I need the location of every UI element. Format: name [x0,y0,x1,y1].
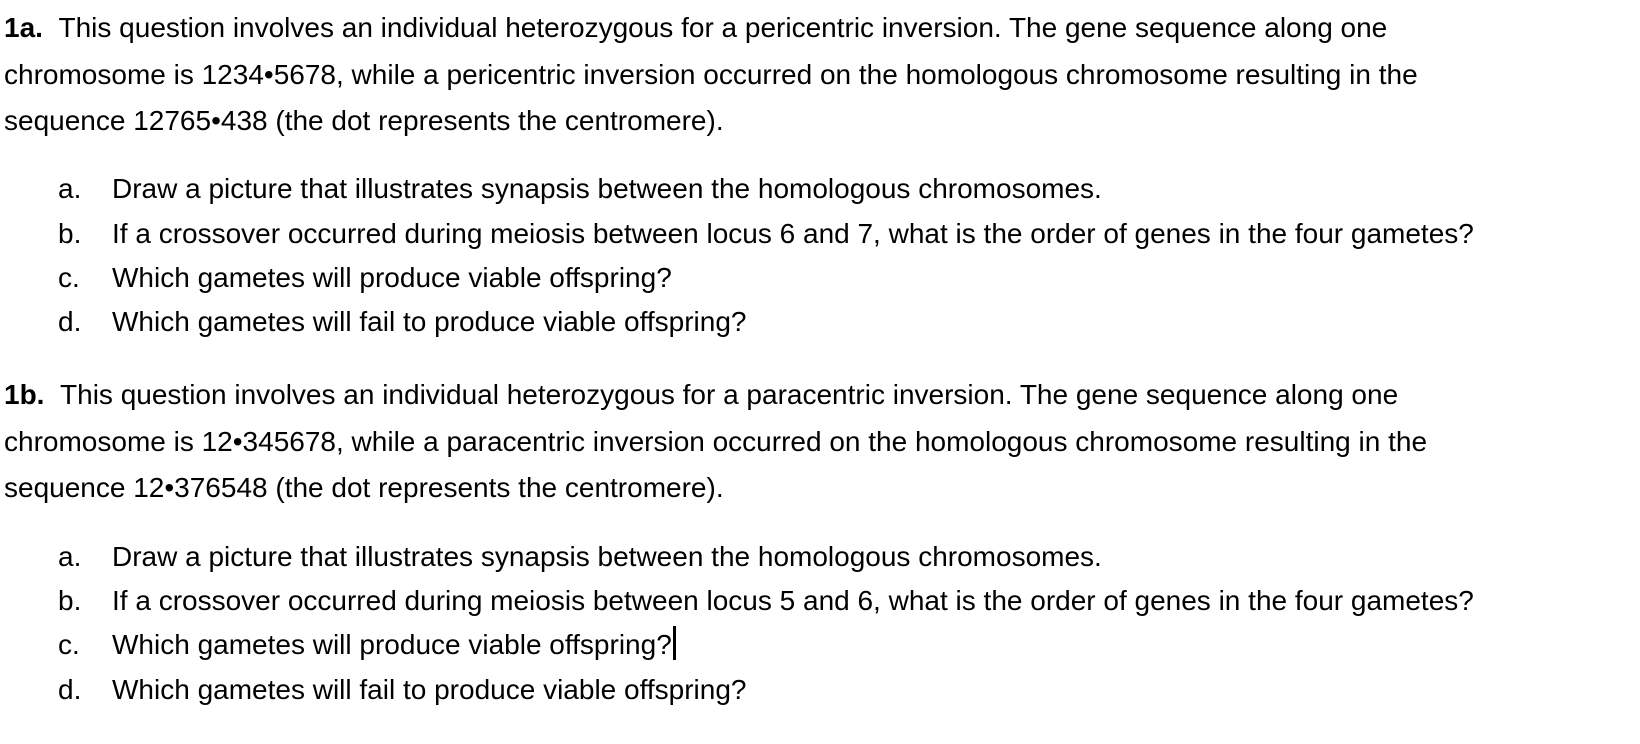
item-marker: d. [58,674,82,705]
item-marker: c. [58,629,80,660]
item-text: Which gametes will produce viable offspring? [112,262,672,293]
item-marker: a. [58,173,82,204]
item-text: Which gametes will fail to produce viable offspring? [112,674,747,705]
question-1b-item-c[interactable] [58,622,676,668]
item-text: If a crossover occurred during meiosis between locus 5 and 6, what is the order of genes in the four gametes? [112,585,1474,616]
question-1a-line-1-text: This question involves an individual heterozygous for a pericentric inversion. The gene sequence along one [58,12,1388,43]
question-1a-item-b [58,211,1474,257]
question-1a-number: 1a. [4,12,43,43]
item-marker: c. [58,262,80,293]
question-1a-intro [4,5,1630,145]
question-1b-item-b [58,578,1474,624]
question-1b-line-2: chromosome is 12•345678, while a paracentric inversion occurred on the homologous chromosome resulting in the [4,425,1428,457]
question-1a-line-3: sequence 12765•438 (the dot represents the centromere). [4,105,724,136]
item-text: Draw a picture that illustrates synapsis between the homologous chromosomes. [112,173,1102,204]
question-1a-line-2: chromosome is 1234•5678, while a pericentric inversion occurred on the homologous chromosome resulting in the [4,58,1418,90]
question-1b-number: 1b. [4,379,45,410]
item-marker: b. [58,585,82,616]
question-1b-intro [4,372,1630,512]
item-text: If a crossover occurred during meiosis between locus 6 and 7, what is the order of genes in the four gametes? [112,218,1474,249]
question-1a-line-1 [4,5,1630,52]
item-marker: b. [58,218,82,249]
text-cursor [673,626,676,660]
question-1a-item-d [58,299,746,345]
item-text: Which gametes will produce viable offspring? [112,629,672,660]
item-marker: a. [58,541,82,572]
question-1a-item-c [58,255,672,301]
question-1a-item-a [58,166,1102,212]
question-1b-line-1 [4,372,1630,419]
item-text: Which gametes will fail to produce viable offspring? [112,306,747,337]
item-text: Draw a picture that illustrates synapsis between the homologous chromosomes. [112,541,1102,572]
question-1b-item-d [58,667,746,713]
question-1b-line-3: sequence 12•376548 (the dot represents the centromere). [4,472,724,503]
question-1b-line-1-text: This question involves an individual heterozygous for a paracentric inversion. The gene sequence along one [60,379,1399,410]
item-marker: d. [58,306,82,337]
question-1b-item-a [58,534,1102,580]
